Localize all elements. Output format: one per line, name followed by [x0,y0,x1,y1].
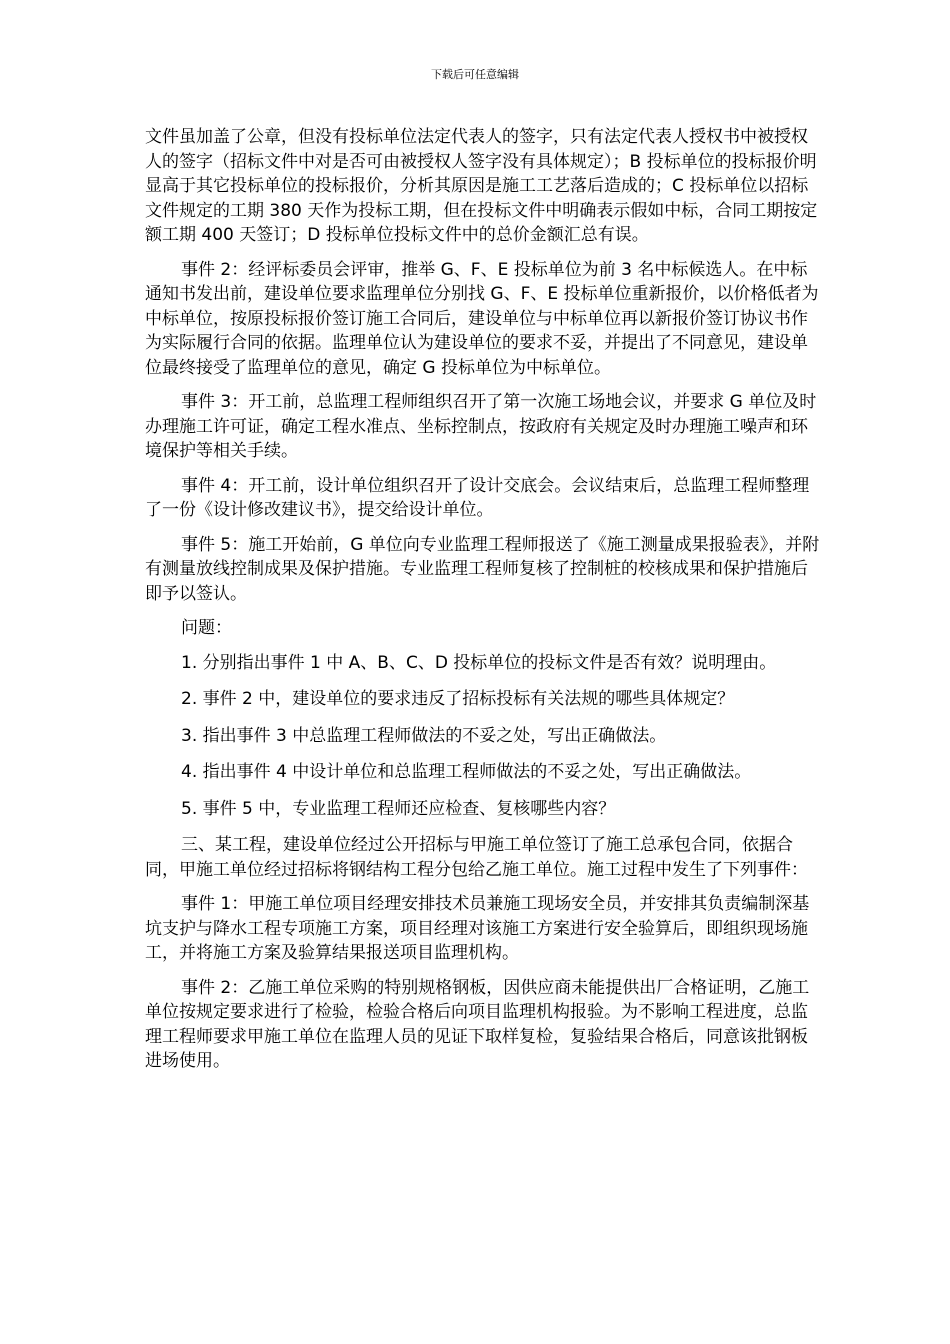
question-1: 1. 分别指出事件 1 中 A、B、C、D 投标单位的投标文件是否有效？说明理由。 [181,652,777,673]
paragraph-event1-continued: 文件虽加盖了公章，但没有投标单位法定代表人的签字，只有法定代表人授权书中被授权人的签字（招标文件中对是否可由被授权人签字没有具体规定）；B 投标单位的投标报价明显高于其它投标单位的投标报价，分析其原因是施工工艺落后造成的；C 投标单位以招标文件规定的工期 380 天作为投标工期，但在投标文件中明确表示假如中标，合同工期按定额工期 400 天签订；D 投标单位投标文件中的总价金额汇总有误。 [145,127,818,245]
document-body [145,125,820,1074]
question-2: 2. 事件 2 中，建设单位的要求违反了招标投标有关法规的哪些具体规定？ [181,689,735,709]
section-three-event1: 事件 1：甲施工单位项目经理安排技术员兼施工现场安全员，并安排其负责编制深基坑支护与降水工程专项施工方案，项目经理对该施工方案进行安全验算后，即组织现场施工，并将施工方案及验算结果报送项目监理机构。 [145,894,810,963]
paragraph-event5: 事件 5：施工开始前，G 单位向专业监理工程师报送了《施工测量成果报验表》，并附有测量放线控制成果及保护措施。专业监理工程师复核了控制桩的校核成果和保护措施后即予以签认。 [145,534,820,604]
section-three-event2: 事件 2：乙施工单位采购的特别规格钢板，因供应商未能提供出厂合格证明，乙施工单位按规定要求进行了检验，检验合格后向项目监理机构报验。为不影响工程进度，总监理工程师要求甲施工单位在监理人员的见证下取样复检，复验结果合格后，同意该批钢板进场使用。 [145,977,810,1071]
paragraph-event4: 事件 4：开工前，设计单位组织召开了设计交底会。会议结束后，总监理工程师整理了一份《设计修改建议书》，提交给设计单位。 [145,475,810,520]
question-4: 4. 指出事件 4 中设计单位和总监理工程师做法的不妥之处，写出正确做法。 [181,762,752,782]
question-3: 3. 指出事件 3 中总监理工程师做法的不妥之处，写出正确做法。 [181,725,667,746]
question-5: 5. 事件 5 中，专业监理工程师还应检查、复核哪些内容？ [181,798,616,819]
page-header: 下载后可任意编辑 [431,68,519,81]
paragraph-event2: 事件 2：经评标委员会评审，推举 G、F、E 投标单位为前 3 名中标候选人。在中标通知书发出前，建设单位要求监理单位分别找 G、F、E 投标单位重新报价，以价格低者为中标单位，按原投标报价签订施工合同后，建设单位与中标单位再以新报价签订协议书作为实际履行合同的依据。监理单位认为建设单位的要求不妥，并提出了不同意见，建设单位最终接受了监理单位的意见，确定 G 投标单位为中标单位。 [145,259,819,378]
paragraph-event3: 事件 3：开工前，总监理工程师组织召开了第一次施工场地会议，并要求 G 单位及时办理施工许可证，确定工程水准点、坐标控制点，按政府有关规定及时办理施工噪声和环境保护等相关手续。 [145,392,817,461]
questions-heading: 问题： [181,618,232,638]
section-three-intro: 三、某工程，建设单位经过公开招标与甲施工单位签订了施工总承包合同，依据合同，甲施工单位经过招标将钢结构工程分包给乙施工单位。施工过程中发生了下列事件： [145,835,808,880]
